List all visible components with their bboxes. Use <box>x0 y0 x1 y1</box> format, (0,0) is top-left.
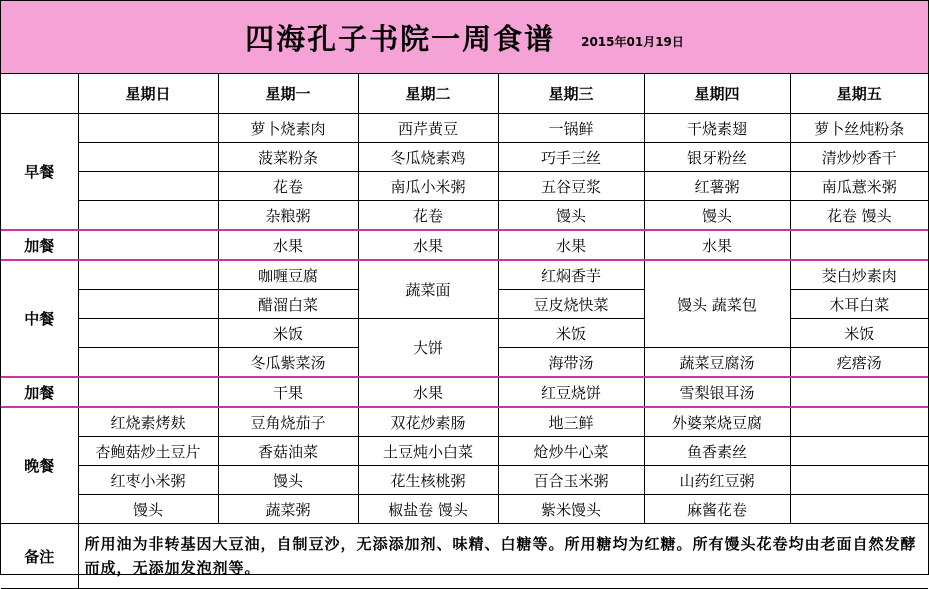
dinner-row <box>1 495 928 524</box>
lunch-label: 中餐 <box>1 260 78 377</box>
snack-cell <box>790 230 928 260</box>
menu-cell: 花生核桃粥 <box>358 466 498 495</box>
menu-cell <box>790 466 928 495</box>
breakfast-row <box>1 201 928 231</box>
menu-cell: 冬瓜烧素鸡 <box>358 143 498 172</box>
menu-cell: 清炒炒香干 <box>790 143 928 172</box>
menu-cell <box>78 201 218 231</box>
menu-cell <box>78 319 218 348</box>
weekly-menu-table <box>1 74 928 589</box>
day-header: 星期日 <box>78 74 218 114</box>
menu-cell: 红薯粥 <box>644 172 790 201</box>
menu-cell: 疙瘩汤 <box>790 348 928 378</box>
menu-cell: 蔬菜豆腐汤 <box>644 348 790 378</box>
note-row <box>1 524 928 589</box>
menu-cell: 百合玉米粥 <box>498 466 644 495</box>
snack-cell: 干果 <box>218 377 358 407</box>
menu-cell <box>78 172 218 201</box>
lunch-row <box>1 260 928 290</box>
menu-cell <box>790 495 928 524</box>
menu-cell: 银牙粉丝 <box>644 143 790 172</box>
day-header: 星期一 <box>218 74 358 114</box>
menu-cell: 豆角烧茄子 <box>218 407 358 437</box>
snack-cell: 雪梨银耳汤 <box>644 377 790 407</box>
menu-cell: 豆皮烧快菜 <box>498 290 644 319</box>
dinner-row <box>1 466 928 495</box>
day-header: 星期四 <box>644 74 790 114</box>
menu-cell <box>78 114 218 143</box>
menu-cell: 冬瓜紫菜汤 <box>218 348 358 378</box>
breakfast-row <box>1 114 928 143</box>
menu-cell: 木耳白菜 <box>790 290 928 319</box>
snack-cell: 水果 <box>218 230 358 260</box>
menu-cell: 萝卜丝炖粉条 <box>790 114 928 143</box>
snack-row <box>1 230 928 260</box>
menu-cell: 菠菜粉条 <box>218 143 358 172</box>
menu-cell: 蔬菜面 <box>358 260 498 319</box>
menu-cell: 五谷豆浆 <box>498 172 644 201</box>
menu-cell: 蔬菜粥 <box>218 495 358 524</box>
menu-cell: 巧手三丝 <box>498 143 644 172</box>
menu-cell <box>78 143 218 172</box>
note-label: 备注 <box>1 524 78 589</box>
menu-cell: 南瓜薏米粥 <box>790 172 928 201</box>
menu-cell: 醋溜白菜 <box>218 290 358 319</box>
menu-cell: 鱼香素丝 <box>644 437 790 466</box>
snack-cell: 水果 <box>644 230 790 260</box>
snack-cell: 红豆烧饼 <box>498 377 644 407</box>
menu-cell: 馒头 蔬菜包 <box>644 260 790 348</box>
menu-cell <box>78 290 218 319</box>
day-header: 星期三 <box>498 74 644 114</box>
menu-cell: 花卷 <box>358 201 498 231</box>
day-header: 星期五 <box>790 74 928 114</box>
menu-cell: 馒头 <box>644 201 790 231</box>
menu-cell <box>790 437 928 466</box>
menu-cell: 南瓜小米粥 <box>358 172 498 201</box>
corner-cell <box>1 74 78 114</box>
menu-cell: 大饼 <box>358 319 498 378</box>
menu-cell: 花卷 馒头 <box>790 201 928 231</box>
title-bar <box>1 1 928 74</box>
menu-cell: 麻酱花卷 <box>644 495 790 524</box>
menu-cell: 双花炒素肠 <box>358 407 498 437</box>
menu-cell <box>78 348 218 378</box>
menu-cell: 馒头 <box>498 201 644 231</box>
menu-cell: 馒头 <box>78 495 218 524</box>
breakfast-label: 早餐 <box>1 114 78 231</box>
menu-cell: 米饭 <box>498 319 644 348</box>
menu-cell: 土豆炖小白菜 <box>358 437 498 466</box>
header-row <box>1 74 928 114</box>
menu-cell: 山药红豆粥 <box>644 466 790 495</box>
snack-row <box>1 377 928 407</box>
snack-cell <box>78 377 218 407</box>
snack-cell <box>790 377 928 407</box>
dinner-label: 晚餐 <box>1 407 78 524</box>
dinner-row <box>1 407 928 437</box>
note-text: 所用油为非转基因大豆油，自制豆沙，无添添加剂、味精、白糖等。所用糖均为红糖。所有馒头花卷均由老面自然发酵而成，无添加发泡剂等。 <box>78 524 928 589</box>
menu-cell: 地三鲜 <box>498 407 644 437</box>
menu-cell <box>790 407 928 437</box>
snack-cell <box>78 230 218 260</box>
menu-cell: 炝炒牛心菜 <box>498 437 644 466</box>
menu-cell: 杏鲍菇炒土豆片 <box>78 437 218 466</box>
menu-cell: 米饭 <box>790 319 928 348</box>
snack-cell: 水果 <box>498 230 644 260</box>
snack-cell: 水果 <box>358 230 498 260</box>
menu-date: 2015年01月19日 <box>581 34 684 49</box>
menu-cell: 西芹黄豆 <box>358 114 498 143</box>
menu-cell: 外婆菜烧豆腐 <box>644 407 790 437</box>
menu-cell: 海带汤 <box>498 348 644 378</box>
breakfast-row <box>1 143 928 172</box>
menu-cell: 馒头 <box>218 466 358 495</box>
menu-cell: 香菇油菜 <box>218 437 358 466</box>
snack-cell: 水果 <box>358 377 498 407</box>
menu-cell: 杂粮粥 <box>218 201 358 231</box>
day-header: 星期二 <box>358 74 498 114</box>
menu-cell: 干烧素翅 <box>644 114 790 143</box>
menu-cell: 红烧素烤麸 <box>78 407 218 437</box>
dinner-row <box>1 437 928 466</box>
snack-label: 加餐 <box>1 377 78 407</box>
menu-cell: 椒盐卷 馒头 <box>358 495 498 524</box>
menu-cell: 茭白炒素肉 <box>790 260 928 290</box>
snack-label: 加餐 <box>1 230 78 260</box>
menu-cell <box>78 260 218 290</box>
menu-cell: 米饭 <box>218 319 358 348</box>
menu-cell: 花卷 <box>218 172 358 201</box>
menu-cell: 萝卜烧素肉 <box>218 114 358 143</box>
page-title: 四海孔子书院一周食谱 <box>245 21 556 56</box>
menu-cell: 红枣小米粥 <box>78 466 218 495</box>
menu-cell: 咖喱豆腐 <box>218 260 358 290</box>
menu-cell: 一锅鲜 <box>498 114 644 143</box>
menu-cell: 紫米馒头 <box>498 495 644 524</box>
breakfast-row <box>1 172 928 201</box>
menu-cell: 红焖香芋 <box>498 260 644 290</box>
